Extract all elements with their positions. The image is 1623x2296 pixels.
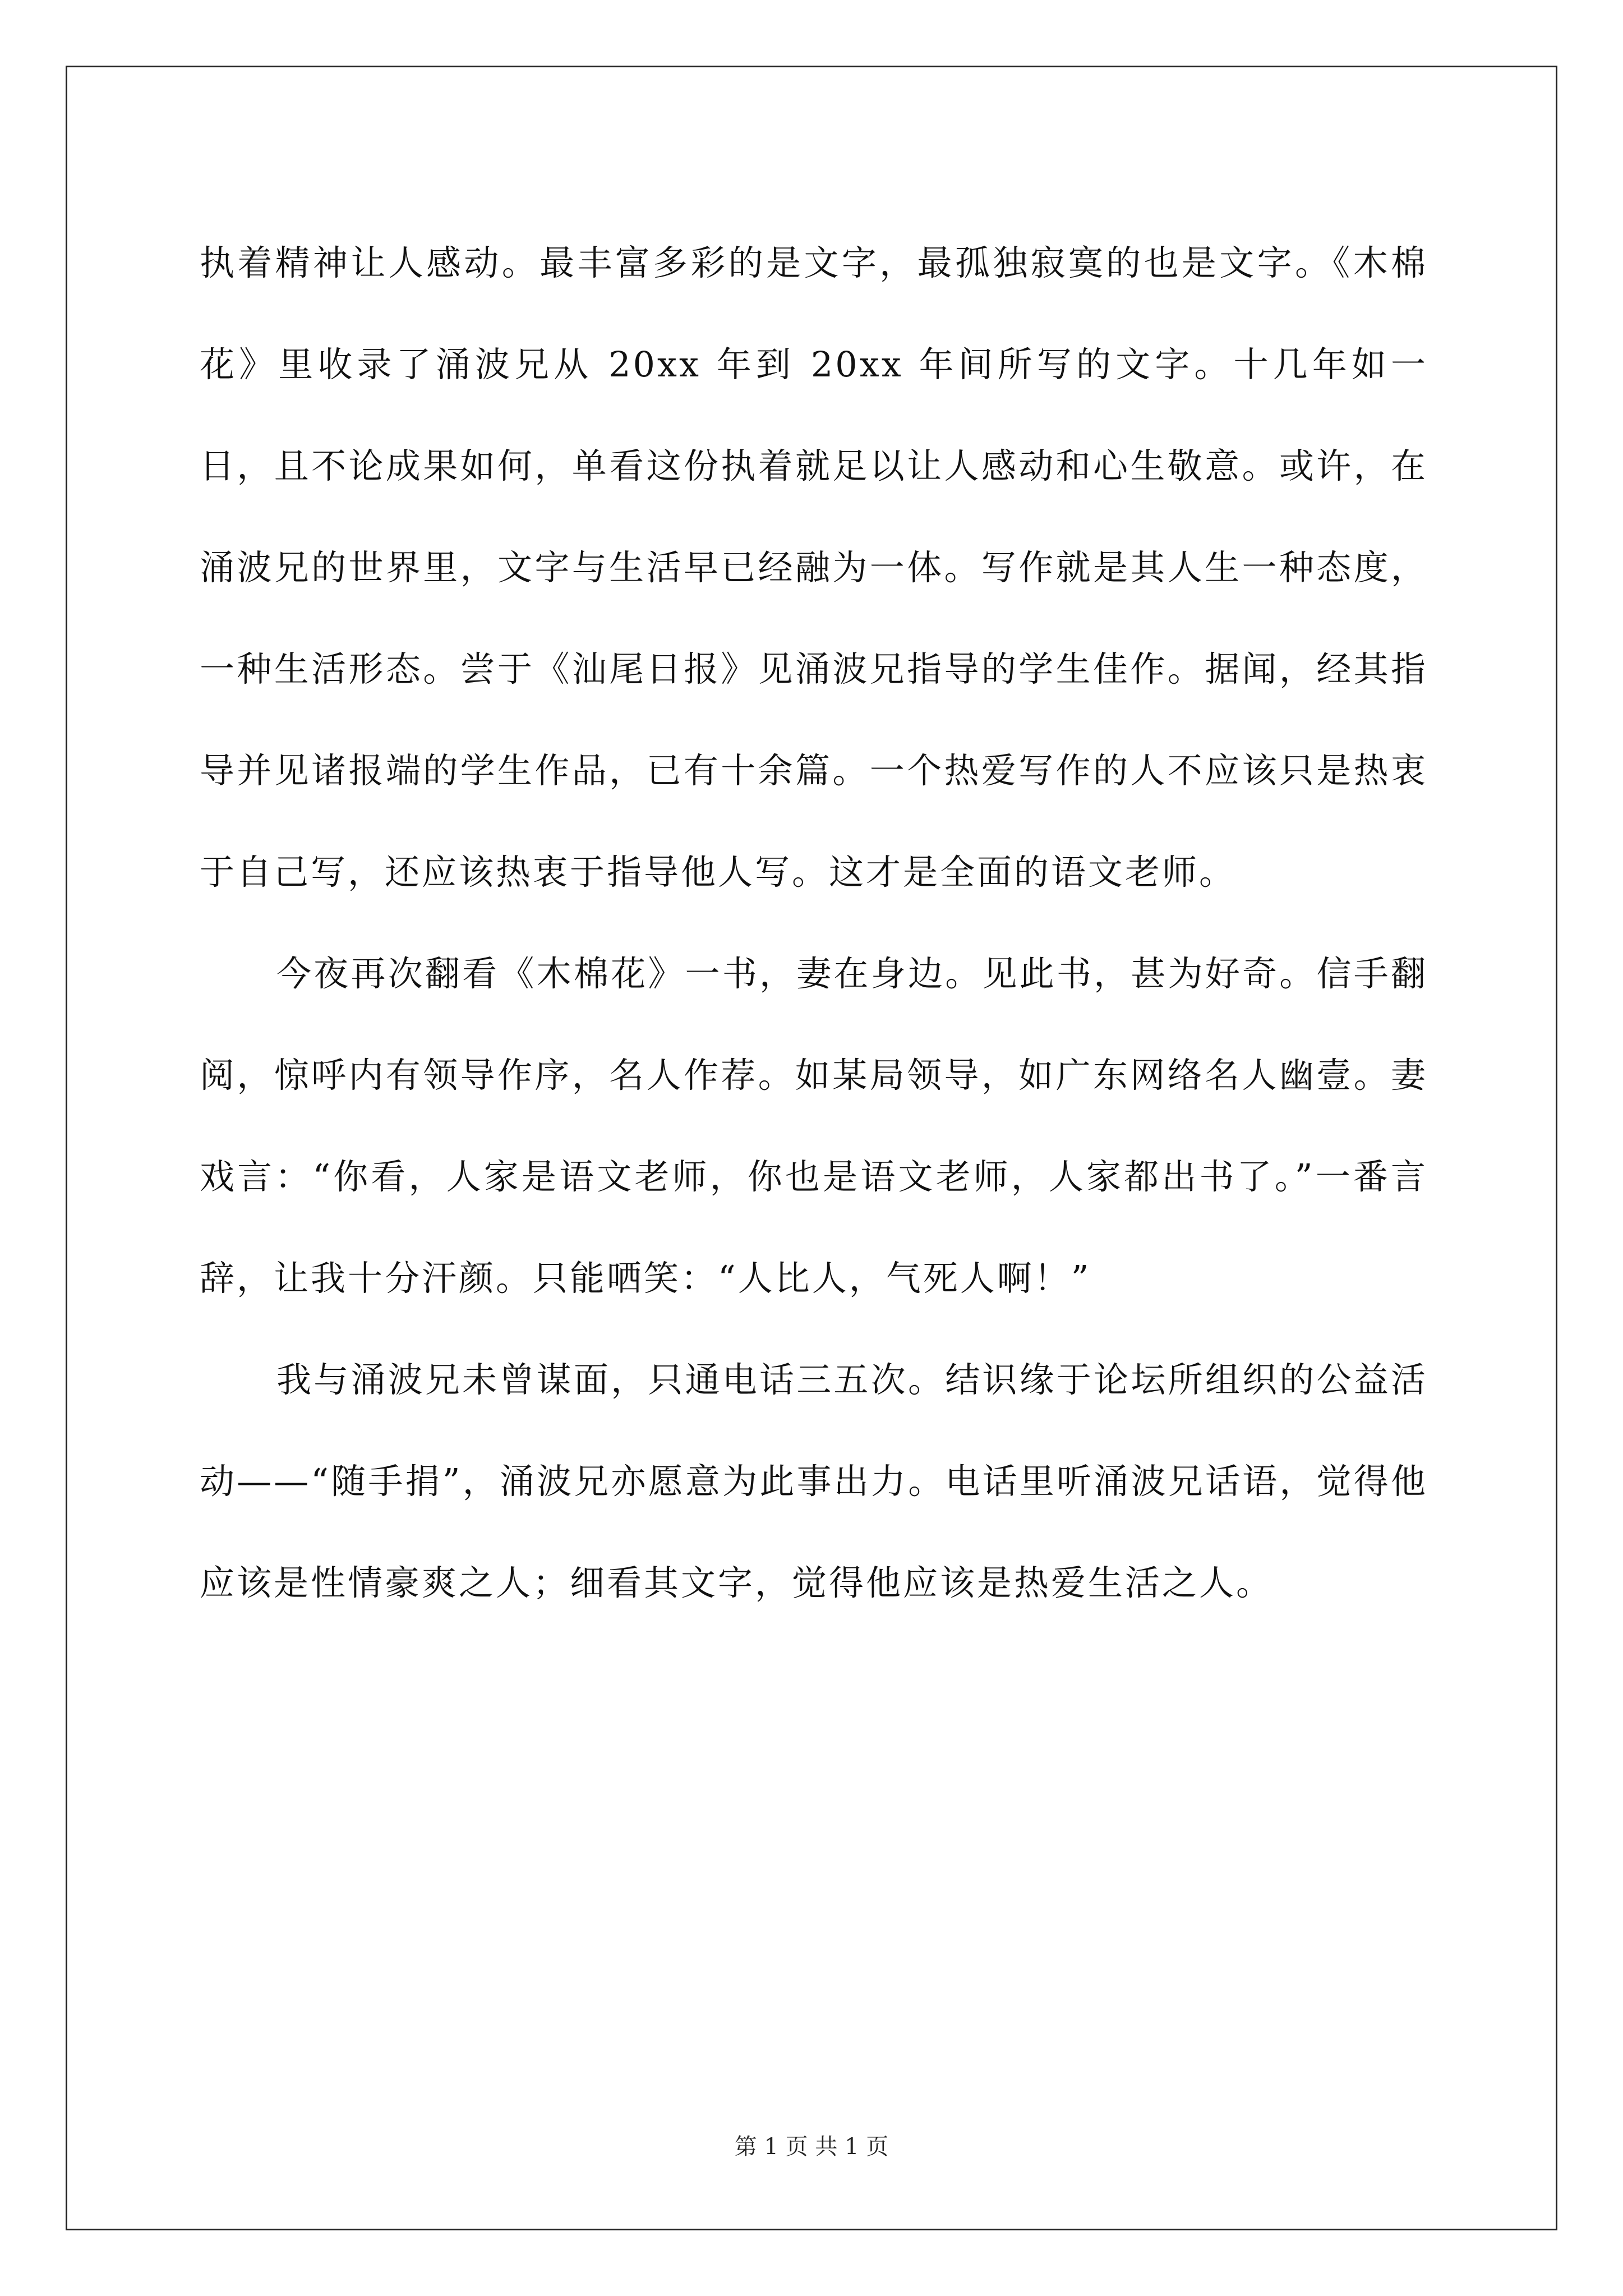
paragraph-3: 我与涌波兄未曾谋面，只通电话三五次。结识缘于论坛所组织的公益活动——“随手捐”，涌波兄亦愿意为此事出力。电话里听涌波兄话语，觉得他应该是性情豪爽之人；细看其文字，觉得他应该是热爱生活之人。	[200, 1359, 1428, 1603]
document-body	[200, 212, 1428, 1634]
paragraph-1: 执着精神让人感动。最丰富多彩的是文字，最孤独寂寞的也是文字。《木棉花》里收录了涌波兄从 20xx 年到 20xx 年间所写的文字。十几年如一日，且不论成果如何，单看这份执着就足以让人感动和心生敬意。或许，在涌波兄的世界里，文字与生活早已经融为一体。写作就是其人生一种态度，一种生活形态。尝于《汕尾日报》见涌波兄指导的学生佳作。据闻，经其指导并见诸报端的学生作品，已有十余篇。一个热爱写作的人不应该只是热衷于自己写，还应该热衷于指导他人写。这才是全面的语文老师。	[200, 242, 1428, 892]
page-number-footer: 第 1 页 共 1 页	[734, 2134, 889, 2160]
paragraph-2: 今夜再次翻看《木棉花》一书，妻在身边。见此书，甚为好奇。信手翻阅，惊呼内有领导作序，名人作荐。如某局领导，如广东网络名人幽壹。妻戏言：“你看，人家是语文老师，你也是语文老师，人家都出书了。”一番言辞，让我十分汗颜。只能哂笑：“人比人，气死人啊！”	[200, 953, 1428, 1299]
